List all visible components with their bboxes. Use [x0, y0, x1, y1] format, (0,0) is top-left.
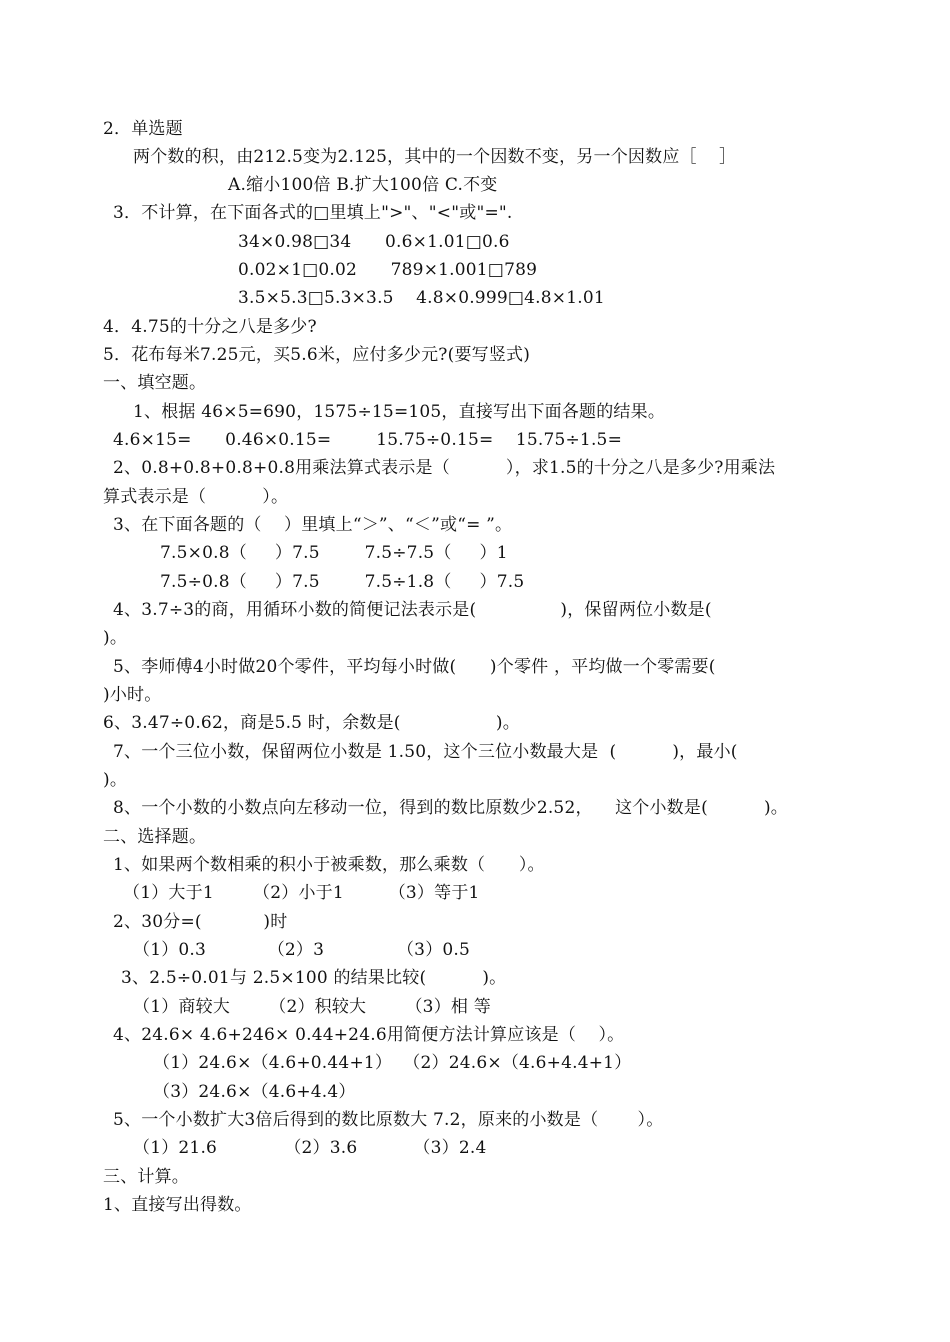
question-heading: 5．花布每米7.25元，买5.6米，应付多少元?(要写竖式) — [103, 345, 531, 365]
answer-options: （1）24.6×（4.6+0.44+1） （2）24.6×（4.6+4.4+1） — [153, 1053, 632, 1073]
expression-row: 34×0.98□34 0.6×1.01□0.6 — [238, 232, 510, 252]
section-single-choice-heading: 2．单选题 — [103, 119, 183, 139]
question-text: 8、一个小数的小数点向左移动一位，得到的数比原数少2.52， 这个小数是( )。 — [113, 798, 788, 818]
expression-row: 7.5÷0.8（ ）7.5 7.5÷1.8（ ）7.5 — [160, 572, 525, 592]
question-text: 5、一个小数扩大3倍后得到的数比原数大 7.2，原来的小数是（ ）。 — [113, 1110, 664, 1130]
question-text: 1、如果两个数相乘的积小于被乘数，那么乘数（ ）。 — [113, 855, 545, 875]
question-text: 2、30分=( )时 — [113, 912, 288, 932]
question-text: 4、24.6× 4.6+246× 0.44+24.6用简便方法计算应该是（ ）。 — [113, 1025, 625, 1045]
question-text: 7、一个三位小数，保留两位小数是 1.50，这个三位小数最大是 ( )，最小( — [113, 742, 738, 762]
question-text: 1、直接写出得数。 — [103, 1195, 252, 1215]
answer-options: （1）0.3 （2）3 （3）0.5 — [133, 940, 471, 960]
question-text: 3、在下面各题的（ ）里填上“＞”、“＜”或“= ”。 — [113, 515, 513, 535]
answer-options: （1）商较大 （2）积较大 （3）相 等 — [133, 997, 491, 1017]
question-text: 两个数的积，由212.5变为2.125，其中的一个因数不变，另一个因数应［ ］ — [133, 147, 737, 167]
question-text: 5、李师傅4小时做20个零件，平均每小时做( )个零件 ，平均做一个零需要( — [113, 657, 716, 677]
question-text: 2、0.8+0.8+0.8+0.8用乘法算式表示是（ ），求1.5的十分之八是多少?用乘法 — [113, 458, 776, 478]
question-heading: 4．4.75的十分之八是多少? — [103, 317, 317, 337]
question-text-continued: 算式表示是（ ）。 — [103, 487, 289, 507]
question-text-continued: )小时。 — [103, 685, 162, 705]
answer-options: （1）21.6 （2）3.6 （3）2.4 — [133, 1138, 487, 1158]
section-heading: 一、填空题。 — [103, 373, 207, 393]
question-text-continued: )。 — [103, 628, 128, 648]
expression-row: 3.5×5.3□5.3×3.5 4.8×0.999□4.8×1.01 — [238, 288, 605, 308]
answer-options: （1）大于1 （2）小于1 （3）等于1 — [123, 883, 480, 903]
expression-row: 7.5×0.8（ ）7.5 7.5÷7.5（ ）1 — [160, 543, 508, 563]
answer-options: A.缩小100倍 B.扩大100倍 C.不变 — [228, 175, 498, 195]
expression-row: 0.02×1□0.02 789×1.001□789 — [238, 260, 538, 280]
section-heading: 二、选择题。 — [103, 827, 207, 847]
question-text: 4、3.7÷3的商，用循环小数的简便记法表示是( )，保留两位小数是( — [113, 600, 712, 620]
question-heading: 3．不计算，在下面各式的□里填上">"、"<"或"=". — [113, 203, 513, 223]
question-text: 6、3.47÷0.62，商是5.5 时，余数是( )。 — [103, 713, 520, 733]
question-text: 3、2.5÷0.01与 2.5×100 的结果比较( )。 — [121, 968, 507, 988]
answer-options: （3）24.6×（4.6+4.4） — [153, 1082, 356, 1102]
question-text: 1、根据 46×5=690，1575÷15=105，直接写出下面各题的结果。 — [133, 402, 666, 422]
expression-row: 4.6×15= 0.46×0.15= 15.75÷0.15= 15.75÷1.5= — [113, 430, 623, 450]
question-text-continued: )。 — [103, 770, 128, 790]
section-heading: 三、计算。 — [103, 1167, 189, 1187]
